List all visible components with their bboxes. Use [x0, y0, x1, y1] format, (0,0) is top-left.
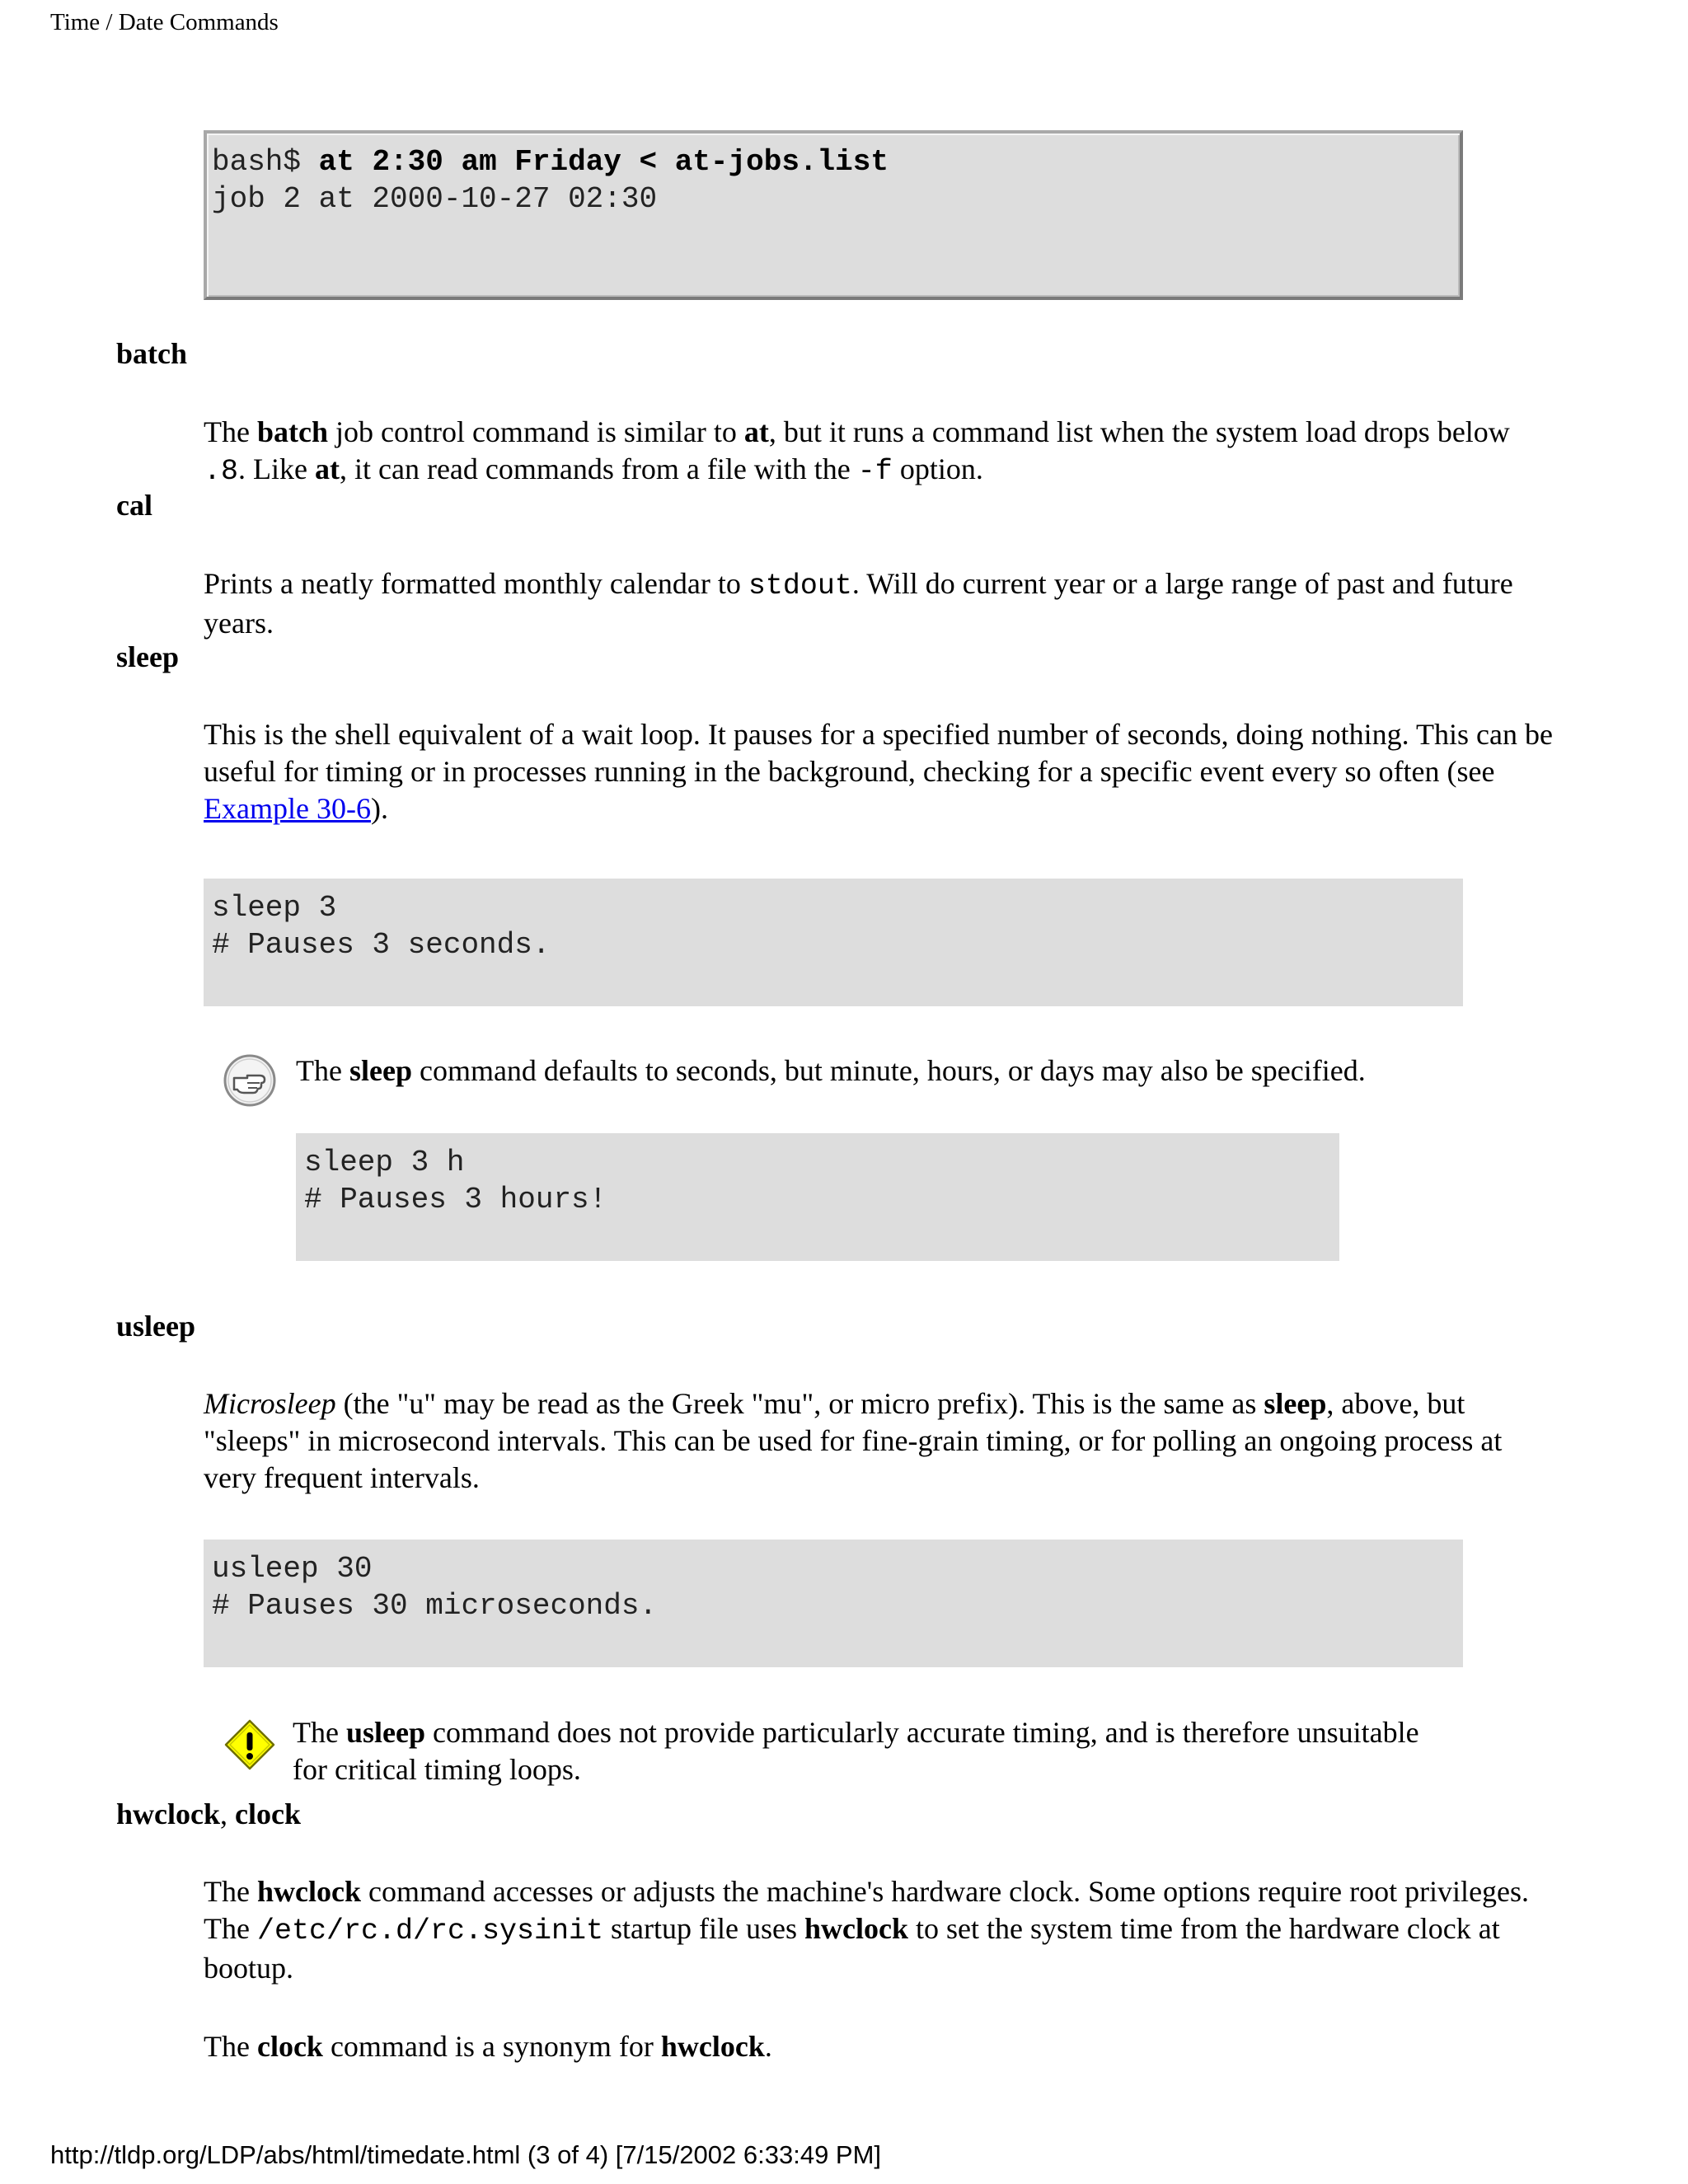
code-prompt: bash$	[212, 145, 302, 179]
term-batch: batch	[116, 337, 188, 370]
usleep-code-block: usleep 30 # Pauses 30 microseconds.	[204, 1540, 1463, 1667]
code-output: job 2 at 2000-10-27 02:30	[212, 182, 658, 216]
sleep-code-block: sleep 3 # Pauses 3 seconds.	[204, 879, 1463, 1006]
term-usleep: usleep	[116, 1310, 196, 1343]
usleep-description: Microsleep (the "u" may be read as the Greek "mu", or micro prefix). This is the same as sleep, above, but "sleeps" in microsecond intervals. This can be used for fine-grain timing, or for polling an ongoing process at very frequent intervals.	[204, 1387, 1503, 1494]
sleep-note-code-block: sleep 3 h # Pauses 3 hours!	[296, 1133, 1339, 1261]
hwclock-description: The hwclock command accesses or adjusts the machine's hardware clock. Some options require root privileges. The /etc/rc.d/rc.sysinit startup file uses hwclock to set the system time from the hardware clock at bootup.	[204, 1875, 1530, 1985]
term-cal: cal	[116, 489, 152, 522]
exclamation-warning-icon	[223, 1718, 277, 1772]
sleep-description: This is the shell equivalent of a wait loop. It pauses for a specified number of seconds, doing nothing. This can be useful for timing or in processes running in the background, checking for a specific event every so often (see Example 30-6).	[204, 718, 1553, 825]
pointing-hand-note-icon	[223, 1053, 277, 1108]
clock-description: The clock command is a synonym for hwclock.	[204, 2030, 772, 2063]
cal-description: Prints a neatly formatted monthly calendar to stdout. Will do current year or a large range of past and future years.	[204, 567, 1513, 640]
example-30-6-link[interactable]: Example 30-6	[204, 792, 371, 825]
sleep-note-text: The sleep command defaults to seconds, but minute, hours, or days may also be specified.	[296, 1054, 1366, 1087]
usleep-warning-text: The usleep command does not provide particularly accurate timing, and is therefore unsuitable for critical timing loops.	[293, 1716, 1419, 1786]
batch-description: The batch job control command is similar to at, but it runs a command list when the system load drops below .8. Like at, it can read commands from a file with the -f option.	[204, 415, 1510, 488]
page-header-title: Time / Date Commands	[50, 9, 279, 35]
term-hwclock-clock: hwclock, clock	[116, 1797, 301, 1830]
page-footer-url: http://tldp.org/LDP/abs/html/timedate.html (3 of 4) [7/15/2002 6:33:49 PM]	[50, 2140, 882, 2169]
code-command: at 2:30 am Friday < at-jobs.list	[318, 145, 889, 179]
term-sleep: sleep	[116, 640, 179, 673]
at-code-block	[204, 130, 1463, 300]
